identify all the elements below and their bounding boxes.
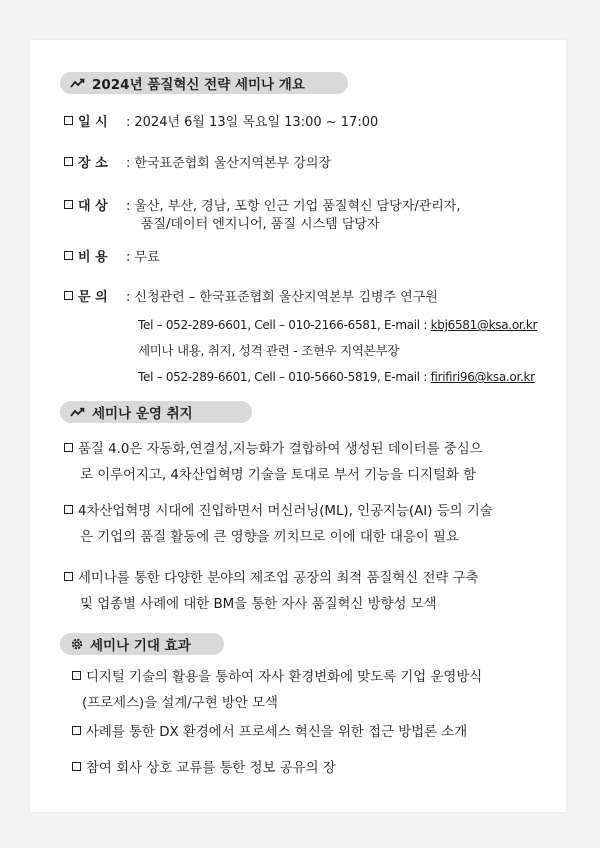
trend-chart-icon	[70, 77, 86, 89]
bullet-square-icon	[72, 671, 81, 680]
email-link[interactable]: kbj6581@ksa.or.kr	[430, 318, 538, 332]
section-header-effect	[60, 633, 224, 655]
info-row-place: 장 소 : 한국표준협회 울산지역본부 강의장	[64, 154, 331, 174]
bullet-square-icon	[64, 443, 73, 452]
purpose-item	[64, 566, 564, 618]
info-value: 한국표준협회 울산지역본부 강의장	[134, 156, 332, 171]
bullet-square-icon	[64, 572, 73, 581]
info-value: 무료	[134, 250, 160, 265]
paragraph-line: 디지털 기술의 활용을 통하여 자사 환경변화에 맞도록 기업 운영방식	[86, 670, 483, 685]
paragraph-line: 로 이루어지고, 4차산업혁명 기술을 토대로 부서 기능을 디지털화 함	[80, 468, 477, 483]
info-value: 울산, 부산, 경남, 포항 인근 기업 품질혁신 담당자/관리자,	[134, 199, 461, 214]
contact-detail-2	[138, 342, 399, 360]
section-header-overview	[60, 72, 348, 94]
contact-phone-line: Tel – 052-289-6601, Cell – 010-2166-6581, E-mail :	[138, 318, 431, 332]
info-row-target-cont	[141, 215, 380, 235]
section-header-purpose	[60, 401, 252, 423]
section-title: 세미나 기대 효과	[90, 638, 191, 654]
info-label: 일 시	[78, 115, 108, 130]
effect-item	[72, 720, 572, 746]
bullet-square-icon	[64, 116, 73, 125]
info-row-fee: 비 용 : 무료	[64, 248, 160, 268]
section-title: 세미나 운영 취지	[92, 406, 193, 422]
effect-item	[72, 756, 572, 782]
bullet-square-icon	[64, 157, 73, 166]
bullet-square-icon	[64, 505, 73, 514]
bullet-square-icon	[72, 762, 81, 771]
info-label: 장 소	[78, 156, 108, 171]
paragraph-line: 품질 4.0은 자동화,연결성,지능화가 결합하여 생성된 데이터를 중심으	[78, 442, 483, 457]
paragraph-line: 참여 회사 상호 교류를 통한 정보 공유의 장	[86, 761, 336, 776]
gear-icon	[70, 637, 84, 651]
info-label: 비 용	[78, 250, 108, 265]
paragraph-line: 세미나를 통한 다양한 분야의 제조업 공장의 최적 품질혁신 전략 구축	[78, 571, 479, 586]
contact-detail-3	[138, 368, 535, 386]
paragraph-line: 및 업종별 사례에 대한 BM을 통한 자사 품질혁신 방향성 모색	[80, 597, 437, 612]
info-value: 2024년 6월 13일 목요일 13:00 ~ 17:00	[134, 115, 379, 130]
contact-subject-line: 세미나 내용, 취지, 성격 관련 - 조현우 지역본부장	[138, 343, 399, 358]
bullet-square-icon	[72, 726, 81, 735]
purpose-item	[64, 437, 564, 489]
effect-item	[72, 665, 572, 717]
info-row-target: 대 상 : 울산, 부산, 경남, 포항 인근 기업 품질혁신 담당자/관리자,	[64, 197, 461, 217]
info-label: 대 상	[78, 199, 108, 214]
info-row-date: 일 시 : 2024년 6월 13일 목요일 13:00 ~ 17:00	[64, 113, 378, 133]
info-row-contact: 문 의 : 신청관련 – 한국표준협회 울산지역본부 김병주 연구원	[64, 288, 438, 308]
paragraph-line: 은 기업의 품질 활동에 큰 영향을 끼치므로 이에 대한 대응이 필요	[80, 530, 459, 545]
email-link[interactable]: firifiri96@ksa.or.kr	[430, 370, 535, 384]
bullet-square-icon	[64, 200, 73, 209]
contact-detail-1	[138, 316, 537, 334]
purpose-item	[64, 499, 564, 551]
paragraph-line: (프로세스)을 설계/구현 방안 모색	[82, 696, 278, 711]
bullet-square-icon	[64, 291, 73, 300]
paragraph-line: 사례를 통한 DX 환경에서 프로세스 혁신을 위한 접근 방법론 소개	[86, 725, 468, 740]
info-value: 품질/데이터 엔지니어, 품질 시스템 담당자	[141, 217, 380, 232]
info-label: 문 의	[78, 290, 108, 305]
bullet-square-icon	[64, 251, 73, 260]
info-value: 신청관련 – 한국표준협회 울산지역본부 김병주 연구원	[134, 290, 438, 305]
section-title: 2024년 품질혁신 전략 세미나 개요	[92, 77, 305, 93]
paragraph-line: 4차산업혁명 시대에 진입하면서 머신러닝(ML), 인공지능(AI) 등의 기술	[78, 504, 493, 519]
contact-phone-line: Tel – 052-289-6601, Cell – 010-5660-5819, E-mail :	[138, 370, 431, 384]
trend-chart-icon	[70, 406, 86, 418]
